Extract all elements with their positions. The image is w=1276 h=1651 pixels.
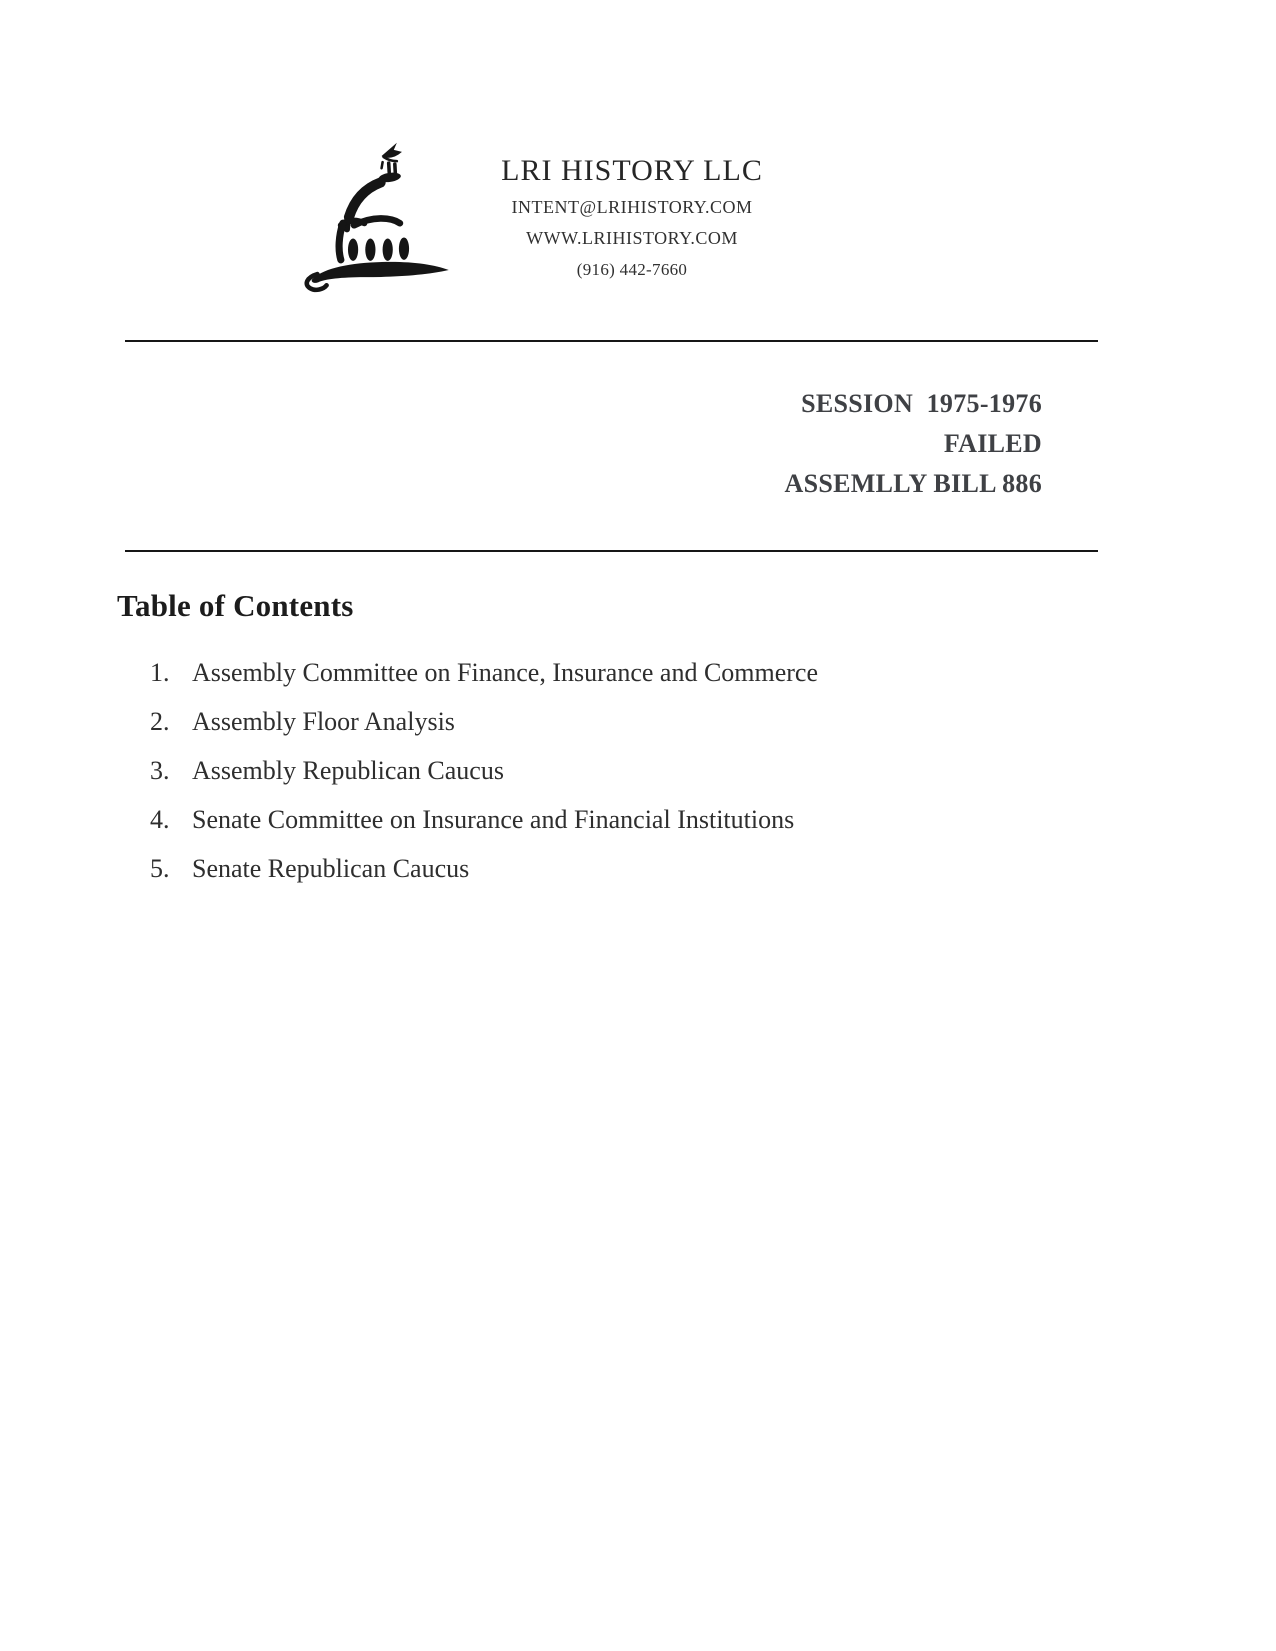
toc-list: [150, 658, 818, 903]
toc-item-number: 5.: [150, 854, 170, 883]
toc-item-label: Assembly Floor Analysis: [192, 707, 455, 736]
toc-item: [150, 658, 818, 707]
toc-item-label: Senate Republican Caucus: [192, 854, 470, 883]
toc-item: [150, 756, 818, 805]
divider-top: [125, 340, 1098, 342]
toc-item-label: Senate Committee on Insurance and Financial Institutions: [192, 805, 795, 834]
website-text: WWW.LRIHISTORY.COM: [526, 228, 738, 248]
toc-item-number: 1.: [150, 658, 170, 687]
status-line: FAILED: [943, 429, 1042, 458]
case-info-block: [785, 384, 1043, 504]
toc-title: Table of Contents: [117, 588, 354, 623]
company-name: LRI HISTORY LLC: [501, 154, 763, 187]
toc-item-label: Assembly Committee on Finance, Insurance and Commerce: [192, 658, 819, 687]
toc-item-label: Assembly Republican Caucus: [192, 756, 504, 785]
toc-item-number: 2.: [150, 707, 170, 736]
toc-item-number: 4.: [150, 805, 170, 834]
email-text: INTENT@LRIHISTORY.COM: [511, 197, 753, 217]
toc-item-number: 3.: [150, 756, 170, 785]
bill-line: ASSEMLLY BILL 886: [784, 469, 1042, 498]
phone-text: (916) 442-7660: [576, 260, 688, 279]
session-line: SESSION 1975-1976: [801, 389, 1042, 418]
toc-item: [150, 707, 818, 756]
toc-item: [150, 805, 818, 854]
divider-bottom: [125, 550, 1098, 552]
toc-item: [150, 854, 818, 903]
letterhead: [432, 150, 832, 285]
